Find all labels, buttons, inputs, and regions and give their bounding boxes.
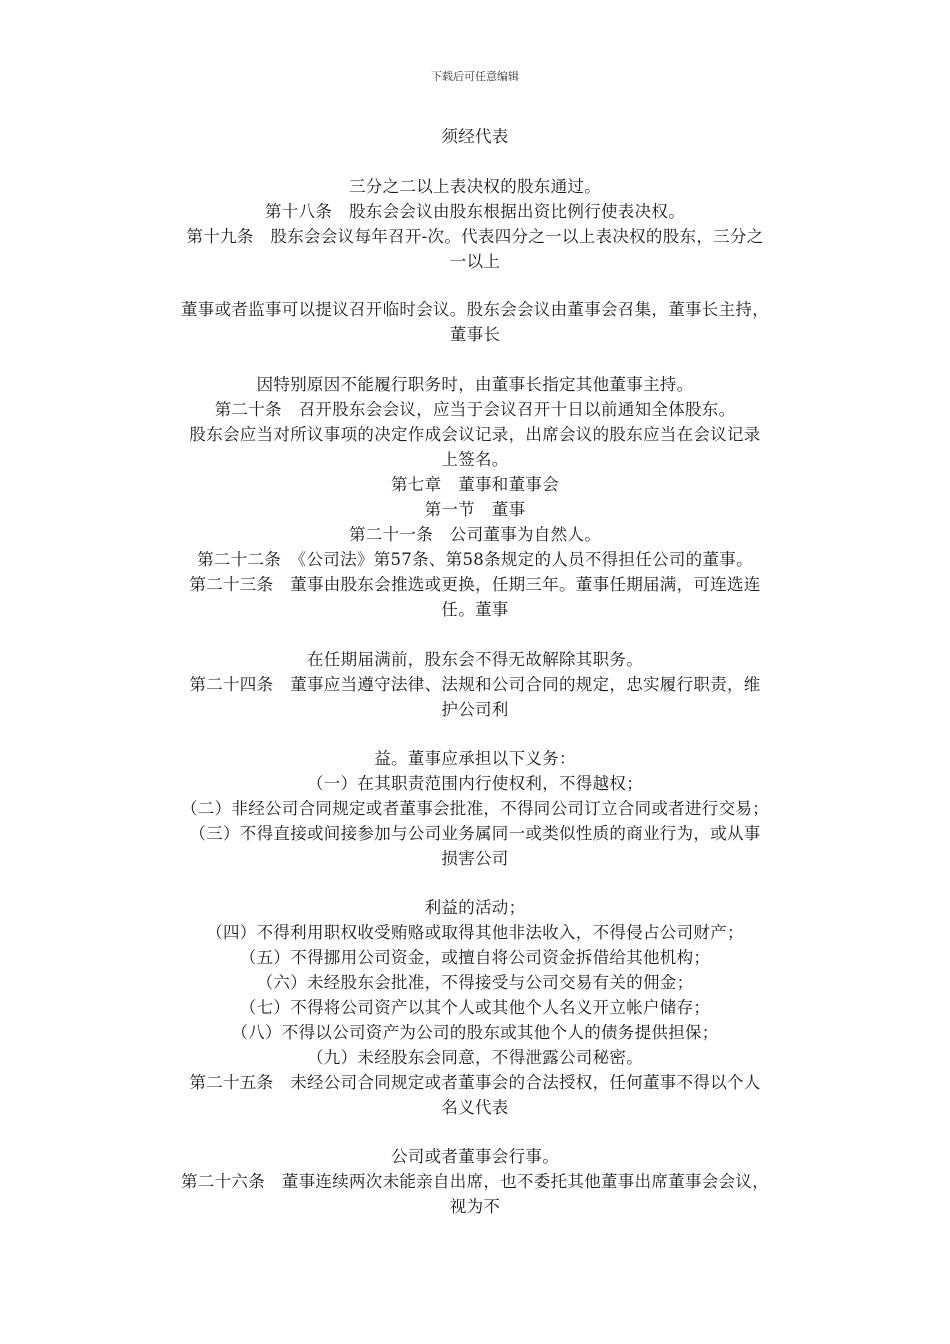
list-item: （九）未经股东会同意，不得泄露公司秘密。	[307, 1048, 643, 1067]
text-line: 一以上	[449, 252, 501, 271]
text-line: 任。董事	[441, 600, 509, 619]
text-line: 第十八条 股东会会议由股东根据出资比例行使表决权。	[265, 202, 685, 221]
text-line: 第二十六条 董事连续两次未能亲自出席，也不委托其他董事出席董事会会议，	[181, 1172, 769, 1191]
page-header: 下载后可任意编辑	[431, 70, 519, 83]
list-item: （七）不得将公司资产以其个人或其他个人名义开立帐户储存；	[239, 998, 711, 1017]
text-line: 因特别原因不能履行职务时，由董事长指定其他董事主持。	[256, 375, 694, 394]
text-line: 护公司利	[441, 700, 509, 719]
text-line: 第二十二条 《公司法》第57条、第58条规定的人员不得担任公司的董事。	[197, 550, 753, 569]
text-line: 三分之二以上表决权的股东通过。	[349, 177, 601, 196]
list-item: （三）不得直接或间接参加与公司业务属同一或类似性质的商业行为，或从事	[189, 824, 761, 843]
text-line: 董事长	[449, 325, 501, 344]
list-item: （二）非经公司合同规定或者董事会批准，不得同公司订立合同或者进行交易；	[181, 799, 769, 818]
list-item: （一）在其职责范围内行使权利，不得越权；	[307, 774, 643, 793]
text-line: 第二十四条 董事应当遵守法律、法规和公司合同的规定，忠实履行职责，维	[189, 675, 761, 694]
text-line: 股东会应当对所议事项的决定作成会议记录，出席会议的股东应当在会议记录	[189, 425, 761, 444]
list-item: （六）未经股东会批准，不得接受与公司交易有关的佣金；	[256, 973, 694, 992]
text-line: 上签名。	[441, 450, 509, 469]
text-line: 第十九条 股东会会议每年召开-次。代表四分之一以上表决权的股东，三分之	[186, 227, 764, 246]
text-line: 第二十一条 公司董事为自然人。	[349, 525, 601, 544]
text-line: 董事或者监事可以提议召开临时会议。股东会会议由董事会召集，董事长主持，	[181, 300, 769, 319]
text-line: 第二十条 召开股东会会议，应当于会议召开十日以前通知全体股东。	[214, 400, 736, 419]
text-line: 利益的活动；	[424, 898, 526, 917]
text-line: 公司或者董事会行事。	[391, 1147, 559, 1166]
chapter-heading: 第七章 董事和董事会	[391, 475, 559, 494]
text-line: 第二十五条 未经公司合同规定或者董事会的合法授权，任何董事不得以个人	[189, 1073, 761, 1092]
section-heading: 第一节 董事	[424, 500, 526, 519]
list-item: （四）不得利用职权收受贿赂或取得其他非法收入，不得侵占公司财产；	[206, 923, 744, 942]
text-line: 第二十三条 董事由股东会推选或更换，任期三年。董事任期届满，可连选连	[189, 575, 761, 594]
text-line: 在任期届满前，股东会不得无故解除其职务。	[307, 650, 643, 669]
text-line: 视为不	[449, 1197, 501, 1216]
text-line: 损害公司	[441, 849, 509, 868]
list-item: （八）不得以公司资产为公司的股东或其他个人的债务提供担保；	[231, 1023, 719, 1042]
list-item: （五）不得挪用公司资金，或擅自将公司资金拆借给其他机构；	[239, 948, 711, 967]
text-line: 名义代表	[441, 1098, 509, 1117]
text-line: 须经代表	[441, 127, 509, 146]
text-line: 益。董事应承担以下义务：	[374, 749, 576, 768]
